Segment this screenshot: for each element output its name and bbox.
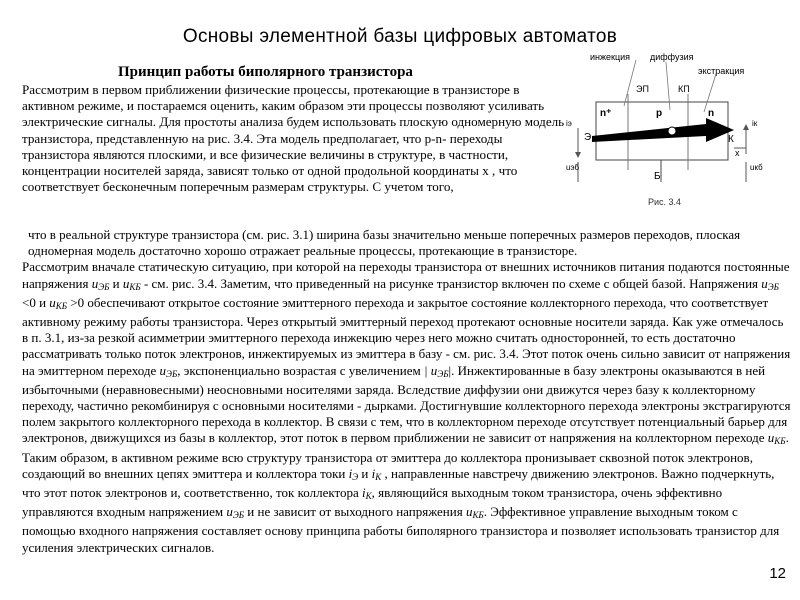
label-n-plus: n⁺ (600, 108, 612, 119)
intro-paragraph: Рассмотрим в первом приближении физические процессы, протекающие в транзисторе в активном режиме, и постараемся оценить, каким образом эти процессы позволяют усиливать электрические сигналы. Для простоты анализа будем использовать плоскую одномерную модель транзистора, представленную на рис. 3.4. Эта модель предполагает, что p-n- переходы транзистора являются плоскими, и все физические величины в структуре, в частности, концентрации носителей заряда, зависят только от одной продольной координаты x , что соответствует бесконечным поперечным размерам структуры. С учетом того, (22, 82, 565, 195)
injection-pointer (624, 60, 636, 106)
page-number: 12 (769, 565, 786, 582)
label-p: p (656, 108, 663, 119)
section-subtitle: Принцип работы биполярного транзистора (118, 64, 413, 80)
collector-current-arrow (743, 124, 749, 130)
extraction-pointer (704, 74, 716, 112)
label-extraction: экстракция (698, 66, 745, 76)
body-text (22, 227, 792, 556)
slide-title: Основы элементной базы цифровых автоматов (182, 26, 618, 47)
label-injection: инжекция (590, 52, 631, 62)
body-paragraph-1: что в реальной структуре транзистора (см. рис. 3.1) ширина базы значительно меньше поперечных размеров переходов, плоская одномерная модель достаточно хорошо отражает реальные процессы, протекающие в транзисторе. (28, 227, 741, 259)
label-ie: iэ (566, 119, 572, 128)
label-emitter: Э (584, 132, 592, 143)
body-paragraph-2: Рассмотрим вначале статическую ситуацию, при которой на переходы транзистора от внешних источников питания подаются постоянные напряжения $u_{ЭБ}$ и $u_{КБ}$ - см. рис. 3.4. Заметим, что приведенный на рисунке транзистор включен по схеме с общей базой. Напряжения $u_{ЭБ} <0$ и $u_{КБ} >0$ обеспечивают открытое состояние эмиттерного перехода и закрытое состояние коллекторного перехода, что соответствует активному режиму работы транзистора. Через открытый эмиттерный переход протекают основные носители заряда. Как уже отмечалось в п. 3.1, из-за резкой асимметрии эмиттерного перехода инжекцию через него можно считать односторонней, то есть достаточно рассматривать только поток электронов, инжектируемых из эмиттера в базу - см. рис. 3.4. Этот поток очень сильно зависит от напряжения на эмиттерном переходе $u_{ЭБ}$, экспоненциально возрастая с увеличением | $u_{ЭБ}|$. Инжектированные в базу электроны оказываются в ней избыточными (неравновесными) неосновными носителями заряда. Вследствие диффузии они движутся через базу к коллекторному переходу, частично рекомбинируя с основными носителями - дырками. Достигнувшие коллекторного перехода электроны экстрагируются полем закрытого коллекторного перехода в коллектор. В связи с тем, что в коллекторном переходе отсутствует потенциальный барьер для электронов, движущихся из базы в коллектор, этот поток в первом приближении не зависит от напряжения на коллекторном переходе $u_{КБ}$. Таким образом, в активном режиме всю структуру транзистора от эмиттера до коллектора пронизывает сквозной поток электронов, создающий во внешних цепях эмиттера и коллектора токи $i_Э$ и $i_К$ , направленные навстречу движению электронов. Важно подчеркнуть, что этот поток электронов и, соответственно, ток коллектора $i_К$, являющийся выходным током транзистора, очень эффективно управляются входным напряжением $u_{ЭБ}$ и не зависит от выходного напряжения $u_{КБ}$. Эффективное управление выходным током с помощью входного напряжения составляет основу принципа работы биполярного транзистора и позволяет использовать транзистор для усиления электрических сигналов. (22, 259, 791, 555)
label-ep: ЭП (636, 84, 649, 94)
transistor-figure (566, 52, 776, 212)
label-x: x (735, 148, 740, 158)
label-ueb: uэб (566, 163, 580, 172)
label-base: Б (654, 171, 661, 182)
label-ukb: uкб (750, 163, 763, 172)
electron-marker (668, 127, 676, 135)
label-diffusion: диффузия (650, 52, 694, 62)
label-ik: iк (752, 119, 758, 128)
figure-caption: Рис. 3.4 (648, 197, 682, 207)
electron-flow-arrow (592, 118, 734, 142)
diffusion-pointer (666, 62, 670, 110)
label-n: n (708, 108, 715, 119)
label-kp: КП (678, 84, 690, 94)
label-collector: К (728, 134, 734, 145)
emitter-current-arrow (575, 152, 581, 158)
